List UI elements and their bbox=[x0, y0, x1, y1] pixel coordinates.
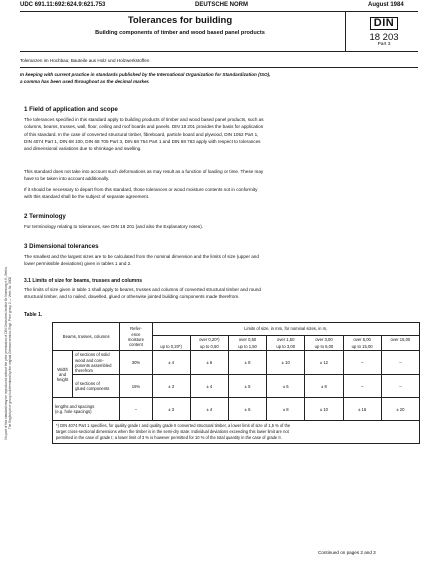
section-1-heading: 1 Field of application and scope bbox=[24, 106, 118, 113]
table-row bbox=[53, 398, 420, 421]
section-2-paragraph: For terminology relating to tolerances, see DIN 18 201 (and also the Explanatory notes). bbox=[24, 224, 203, 229]
din-number: 18 203 bbox=[369, 32, 399, 43]
table-row bbox=[53, 375, 420, 398]
range-top: over 6,00 bbox=[343, 336, 381, 344]
issue-date: August 1984 bbox=[368, 2, 404, 8]
value-cell: – bbox=[381, 375, 419, 398]
section-3-paragraph: The smallest and the largest sizes are to be calculated from the nominal dimension and the limits of size (upper and lower permissible deviations) given in tables 1 and 2. bbox=[24, 254, 259, 267]
side-copyright-text: No part of this standard may be reproduced without the prior permission of DIN Deutsches Institut für Normung e.V., Berlin. The English price group is determined by the original German version. Engl. Price group 2 — Vertr.-Nr. 0000 bbox=[4, 266, 13, 440]
din-block bbox=[354, 13, 414, 47]
table-row bbox=[53, 351, 420, 375]
value-cell: ± 8 bbox=[305, 375, 343, 398]
table-1-caption: Table 1. bbox=[24, 312, 43, 318]
moisture-cell: 15% bbox=[120, 375, 152, 398]
table-1 bbox=[52, 322, 420, 444]
row-label: lengths and spacings (e.g. hole spacings) bbox=[53, 398, 120, 421]
german-title: Toleranzen im Hochbau; Bauteile aus Holz und Holzwerkstoffen bbox=[20, 58, 150, 63]
value-cell: ± 10 bbox=[305, 398, 343, 421]
column-header-components: Beams, trusses, columns bbox=[53, 323, 120, 351]
range-bottom: up to 0,50 bbox=[190, 343, 228, 351]
range-bottom: up to 1,50 bbox=[228, 343, 266, 351]
range-bottom: up to 3,00 bbox=[267, 343, 305, 351]
subtitle: Building components of timber and wood based panel products bbox=[95, 30, 265, 36]
value-cell: – bbox=[381, 351, 419, 375]
value-cell: ± 6 bbox=[267, 375, 305, 398]
column-header-limits: Limits of size, in mm, for nominal sizes, in m, bbox=[152, 323, 419, 336]
value-cell: ± 4 bbox=[190, 375, 228, 398]
value-cell: ± 3 bbox=[152, 375, 190, 398]
row-label: of sections of glued components bbox=[73, 375, 120, 398]
section-1-paragraph-3: If it should be necessary to depart from this standard, those tolerances or wood moisture contents not in conformity with this standard shall be the subject of separate agreement. bbox=[24, 187, 258, 200]
range-top: over 3,00 bbox=[305, 336, 343, 344]
table-footnote: *) DIN 4074 Part 1 specifies, for quality grade I and quality grade II converted structural timber, a lower limit of size of 1,5 % of the target cross-sectional dimensions when the timber is in the semi-dry state. Individual deviations exceeding this lower limit are not permitted in the case of grade I; a lower limit of 3 % is however permitted for 10 % of the total quantity in the case of grade II. bbox=[53, 421, 420, 444]
value-cell: ± 16 bbox=[343, 398, 381, 421]
group-label-width-height: Width and height bbox=[53, 351, 73, 398]
range-top: over 0,20*) bbox=[190, 336, 228, 344]
value-cell: ± 4 bbox=[190, 398, 228, 421]
range-bottom: up to 15,00 bbox=[343, 343, 381, 351]
value-cell: ± 8 bbox=[228, 351, 266, 375]
din-logo: DIN bbox=[370, 17, 398, 30]
norm-label: DEUTSCHE NORM bbox=[195, 2, 249, 8]
value-cell: ± 12 bbox=[305, 351, 343, 375]
value-cell: – bbox=[343, 351, 381, 375]
section-1-paragraph-2: This standard does not take into account such deformations as may result as a function of loading or time. These may have to be taken into account additionally. bbox=[24, 169, 264, 182]
value-cell: ± 3 bbox=[152, 398, 190, 421]
german-title-rule bbox=[20, 67, 418, 68]
value-cell: ± 6 bbox=[228, 398, 266, 421]
iso-note: In keeping with current practice in standards published by the International Organization for Standardization (ISO), a comma has been used throughout as the decimal marker. bbox=[20, 72, 271, 85]
section-3-heading: 3 Dimensional tolerances bbox=[24, 243, 99, 250]
section-1-paragraph-1: The tolerances specified in this standard apply to building products of timber and wood based panel products, such as columns, beams, trusses, wall, floor, ceiling and roof boards and panels. DIN 18 201 provides the basis for application of this standard. In the case of converted structural timber, fibreboard, particle board and plywood, DIN 1052 Part 1, DIN 4074 Part 1, DIN 68 100, DIN 68 705 Part 3, DIN 68 754 Part 1 and DIN 68 763 apply with respect to tolerances and dimensional variations due to shrinkage and swelling. bbox=[24, 117, 264, 152]
section-2-heading: 2 Terminology bbox=[24, 213, 66, 220]
range-top: over 0,50 bbox=[228, 336, 266, 344]
value-cell: ± 6 bbox=[190, 351, 228, 375]
range-top: over 15,00 bbox=[381, 336, 419, 344]
table-header-row-1 bbox=[53, 323, 420, 336]
value-cell: ± 20 bbox=[381, 398, 419, 421]
moisture-cell: 30% bbox=[120, 351, 152, 375]
range-bottom: up to 0,20*) bbox=[152, 343, 190, 351]
main-title: Tolerances for building bbox=[127, 15, 233, 26]
value-cell: ± 8 bbox=[267, 398, 305, 421]
value-cell: ± 4 bbox=[152, 351, 190, 375]
moisture-cell: – bbox=[120, 398, 152, 421]
column-header-moisture: Refer- ence moisture content bbox=[120, 323, 152, 351]
section-3-1-paragraph: The limits of size given in table 1 shall apply to beams, trusses and columns of converted structural timber and round structural timber, and to nailed, dowelled, glued or otherwise jointed building components made therefrom. bbox=[24, 287, 261, 300]
table-footnote-row bbox=[53, 421, 420, 444]
continued-note: Continued on pages 2 and 3 bbox=[318, 550, 376, 555]
din-part: Part 3 bbox=[377, 42, 391, 47]
section-3-1-heading: 3.1 Limits of size for beams, trusses and columns bbox=[24, 278, 143, 284]
range-bottom: up to 6,00 bbox=[305, 343, 343, 351]
value-cell: ± 5 bbox=[228, 375, 266, 398]
range-top: over 1,50 bbox=[267, 336, 305, 344]
udc-code: UDC 691.11:692:624.9:621.753 bbox=[20, 2, 106, 8]
value-cell: – bbox=[343, 375, 381, 398]
title-rule bbox=[20, 51, 418, 52]
value-cell: ± 10 bbox=[267, 351, 305, 375]
row-label: of sections of solid wood and com- ponents assembled therefrom bbox=[73, 351, 120, 375]
title-block bbox=[20, 12, 340, 36]
title-divider bbox=[345, 11, 346, 51]
